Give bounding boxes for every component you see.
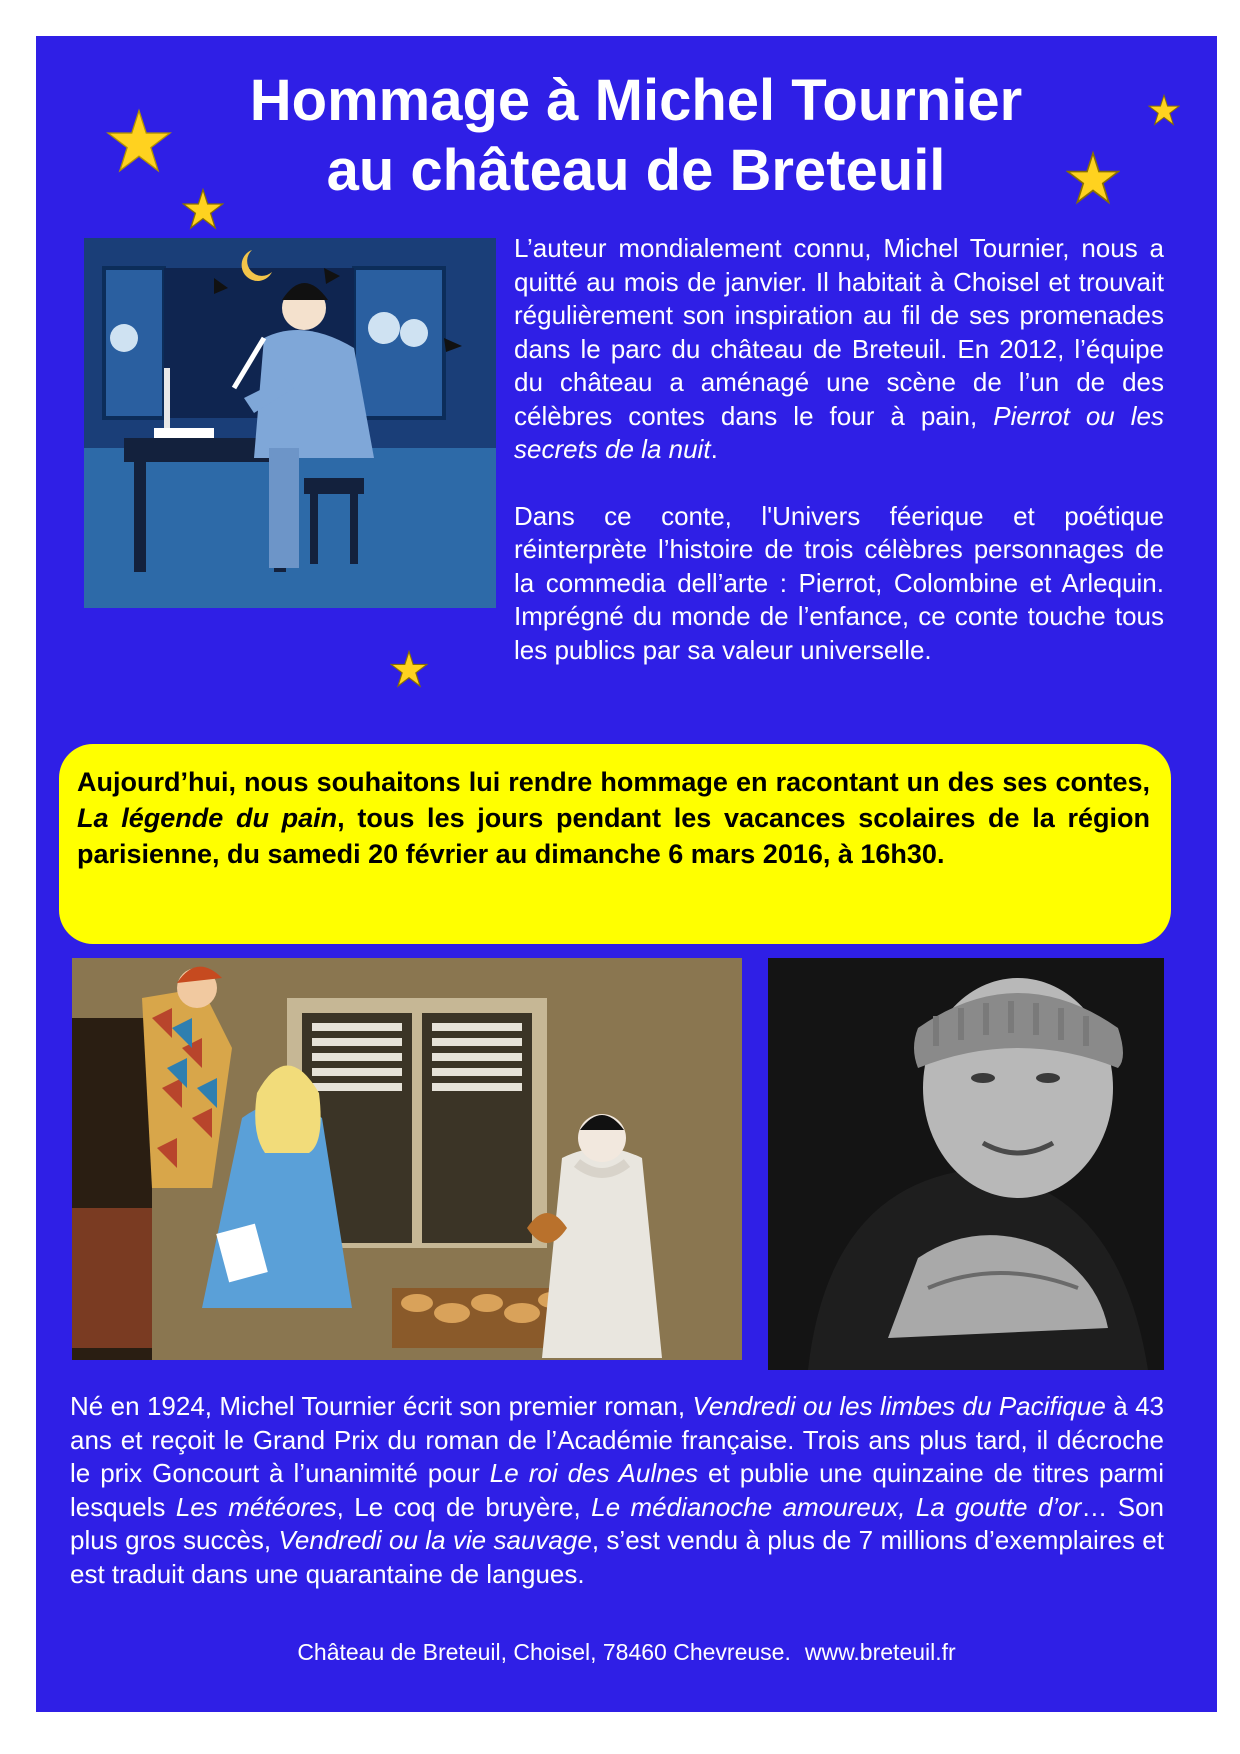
announcement-callout (59, 744, 1171, 944)
star-icon (1148, 94, 1180, 126)
bio-t3: Les météores (175, 1491, 337, 1522)
intro-p1-end: . (710, 434, 718, 464)
intro-paragraph-1 (514, 232, 1164, 467)
title-line-1: Hommage à Michel Tournier (249, 68, 1023, 133)
announcement-text (77, 764, 1150, 872)
bio-t4: Le médianoche amoureux, La goutte d’or (591, 1491, 1082, 1522)
biography-text (70, 1390, 1164, 1591)
poster (36, 36, 1217, 1712)
page-title (186, 66, 1086, 206)
bio-s2: à 43 ans et reçoit le Grand Prix du roman de l’Académie française. Trois ans plus tard, il décroche le prix Goncourt à l’unanimité pour (70, 1391, 1164, 1488)
intro-p1-book-title: Pierrot ou les secrets de la nuit (514, 400, 1164, 464)
bio-s4: , Le coq de bruyère, (336, 1491, 592, 1522)
bio-s1: Né en 1924, Michel Tournier écrit son premier roman, (70, 1391, 693, 1421)
callout-after: , tous les jours pendant les vacances scolaires de la région parisienne, du samedi 20 février au dimanche 6 mars 2016, à 16h30. (77, 803, 1150, 869)
star-icon (182, 188, 224, 230)
bio-t2: Le roi des Aulnes (489, 1458, 699, 1488)
star-icon (1066, 151, 1120, 205)
bread-oven-scene-photo (72, 958, 742, 1360)
intro-p1-text: L’auteur mondialement connu, Michel Tournier, nous a quitté au mois de janvier. Il habitait à Choisel et trouvait régulièrement son inspiration au fil de ses promenades dans le parc du château de Breteuil. En 2012, l’équipe du château a aménagé une scène de l’un de des célèbres contes dans le four à pain, (514, 233, 1164, 431)
star-icon (390, 650, 428, 688)
callout-tale-title: La légende du pain (77, 803, 338, 833)
bio-s6: , s’est vendu à plus de 7 millions d’exemplaires et est traduit dans une quarantaine de langues. (70, 1525, 1164, 1589)
bio-t5: Vendredi ou la vie sauvage (278, 1525, 592, 1555)
bio-s3: et publie une quinzaine de titres parmi lesquels (70, 1458, 1164, 1522)
bio-t1: Vendredi ou les limbes du Pacifique (692, 1391, 1106, 1421)
bio-s5: … Son plus gros succès, (70, 1491, 1165, 1555)
star-icon (106, 108, 172, 174)
footer-address: Château de Breteuil, Choisel, 78460 Chevreuse. (297, 1639, 791, 1665)
title-line-2: au château de Breteuil (326, 138, 946, 203)
callout-before: Aujourd’hui, nous souhaitons lui rendre hommage en racontant un des ses contes, (77, 767, 1150, 797)
footer (36, 1639, 1217, 1666)
pierrot-writing-illustration (84, 238, 496, 608)
michel-tournier-portrait-photo (768, 958, 1164, 1370)
intro-text (514, 232, 1164, 667)
intro-paragraph-2: Dans ce conte, l'Univers féerique et poétique réinterprète l’histoire de trois célèbres personnages de la commedia dell’arte : Pierrot, Colombine et Arlequin. Imprégné du monde de l’enfance, ce conte touche tous les publics par sa valeur universelle. (514, 500, 1164, 665)
footer-website-link[interactable]: www.breteuil.fr (804, 1639, 956, 1665)
